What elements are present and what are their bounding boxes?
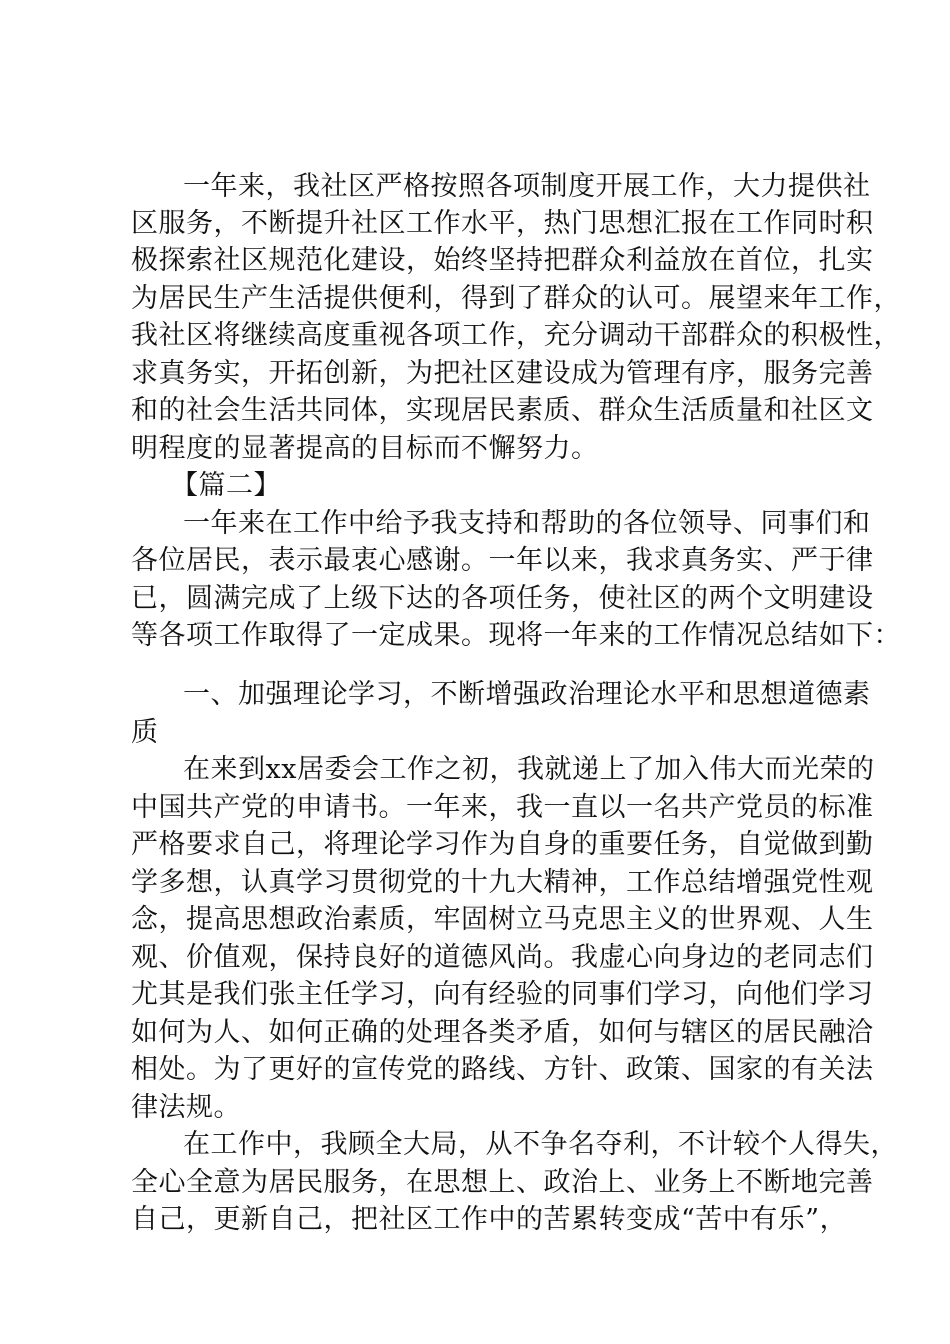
paragraph-line: 为居民生产生活提供便利，得到了群众的认可。展望来年工作， xyxy=(131,283,901,314)
paragraph-line: 极探索社区规范化建设，始终坚持把群众利益放在首位，扎实 xyxy=(131,245,874,276)
paragraph-line: 一年来，我社区严格按照各项制度开展工作，大力提供社 xyxy=(183,171,871,202)
paragraph-line: 如何为人、如何正确的处理各类矛盾，如何与辖区的居民融洽 xyxy=(131,1017,874,1048)
paragraph-line: 念，提高思想政治素质，牢固树立马克思主义的世界观、人生 xyxy=(131,904,874,935)
paragraph-line: 和的社会生活共同体，实现居民素质、群众生活质量和社区文 xyxy=(131,395,874,426)
subheading-line: 一、加强理论学习，不断增强政治理论水平和思想道德素 xyxy=(183,679,871,710)
paragraph-line: 相处。为了更好的宣传党的路线、方针、政策、国家的有关法 xyxy=(131,1054,874,1085)
paragraph-line: 观、价值观，保持良好的道德风尚。我虚心向身边的老同志们 xyxy=(131,942,874,973)
paragraph-line: 在来到xx居委会工作之初，我就递上了加入伟大而光荣的 xyxy=(183,754,875,785)
paragraph-line: 中国共产党的申请书。一年来，我一直以一名共产党员的标准 xyxy=(131,792,874,823)
paragraph-line: 全心全意为居民服务，在思想上、政治上、业务上不断地完善 xyxy=(131,1167,874,1198)
subheading-line: 质 xyxy=(131,717,159,748)
paragraph-line: 等各项工作取得了一定成果。现将一年来的工作情况总结如下： xyxy=(131,620,901,651)
paragraph-line: 律法规。 xyxy=(131,1092,241,1123)
paragraph-line: 尤其是我们张主任学习，向有经验的同事们学习，向他们学习 xyxy=(131,979,874,1010)
paragraph-line: 一年来在工作中给予我支持和帮助的各位领导、同事们和 xyxy=(183,508,871,539)
paragraph-line: 我社区将继续高度重视各项工作，充分调动干部群众的积极性， xyxy=(131,320,901,351)
paragraph-line: 严格要求自己，将理论学习作为自身的重要任务，自觉做到勤 xyxy=(131,829,874,860)
paragraph-line: 学多想，认真学习贯彻党的十九大精神，工作总结增强党性观 xyxy=(131,867,874,898)
paragraph-line: 自己，更新自己，把社区工作中的苦累转变成“苦中有乐”， xyxy=(131,1204,848,1235)
paragraph-line: 求真务实，开拓创新，为把社区建设成为管理有序，服务完善 xyxy=(131,358,874,389)
paragraph-line: 已，圆满完成了上级下达的各项任务，使社区的两个文明建设 xyxy=(131,583,874,614)
paragraph-line: 明程度的显著提高的目标而不懈努力。 xyxy=(131,433,599,464)
paragraph-line: 在工作中，我顾全大局，从不争名夺利，不计较个人得失， xyxy=(183,1129,898,1160)
paragraph-line: 各位居民，表示最衷心感谢。一年以来，我求真务实、严于律 xyxy=(131,545,874,576)
paragraph-line: 区服务，不断提升社区工作水平，热门思想汇报在工作同时积 xyxy=(131,208,874,239)
section-heading: 【篇二】 xyxy=(171,470,281,501)
